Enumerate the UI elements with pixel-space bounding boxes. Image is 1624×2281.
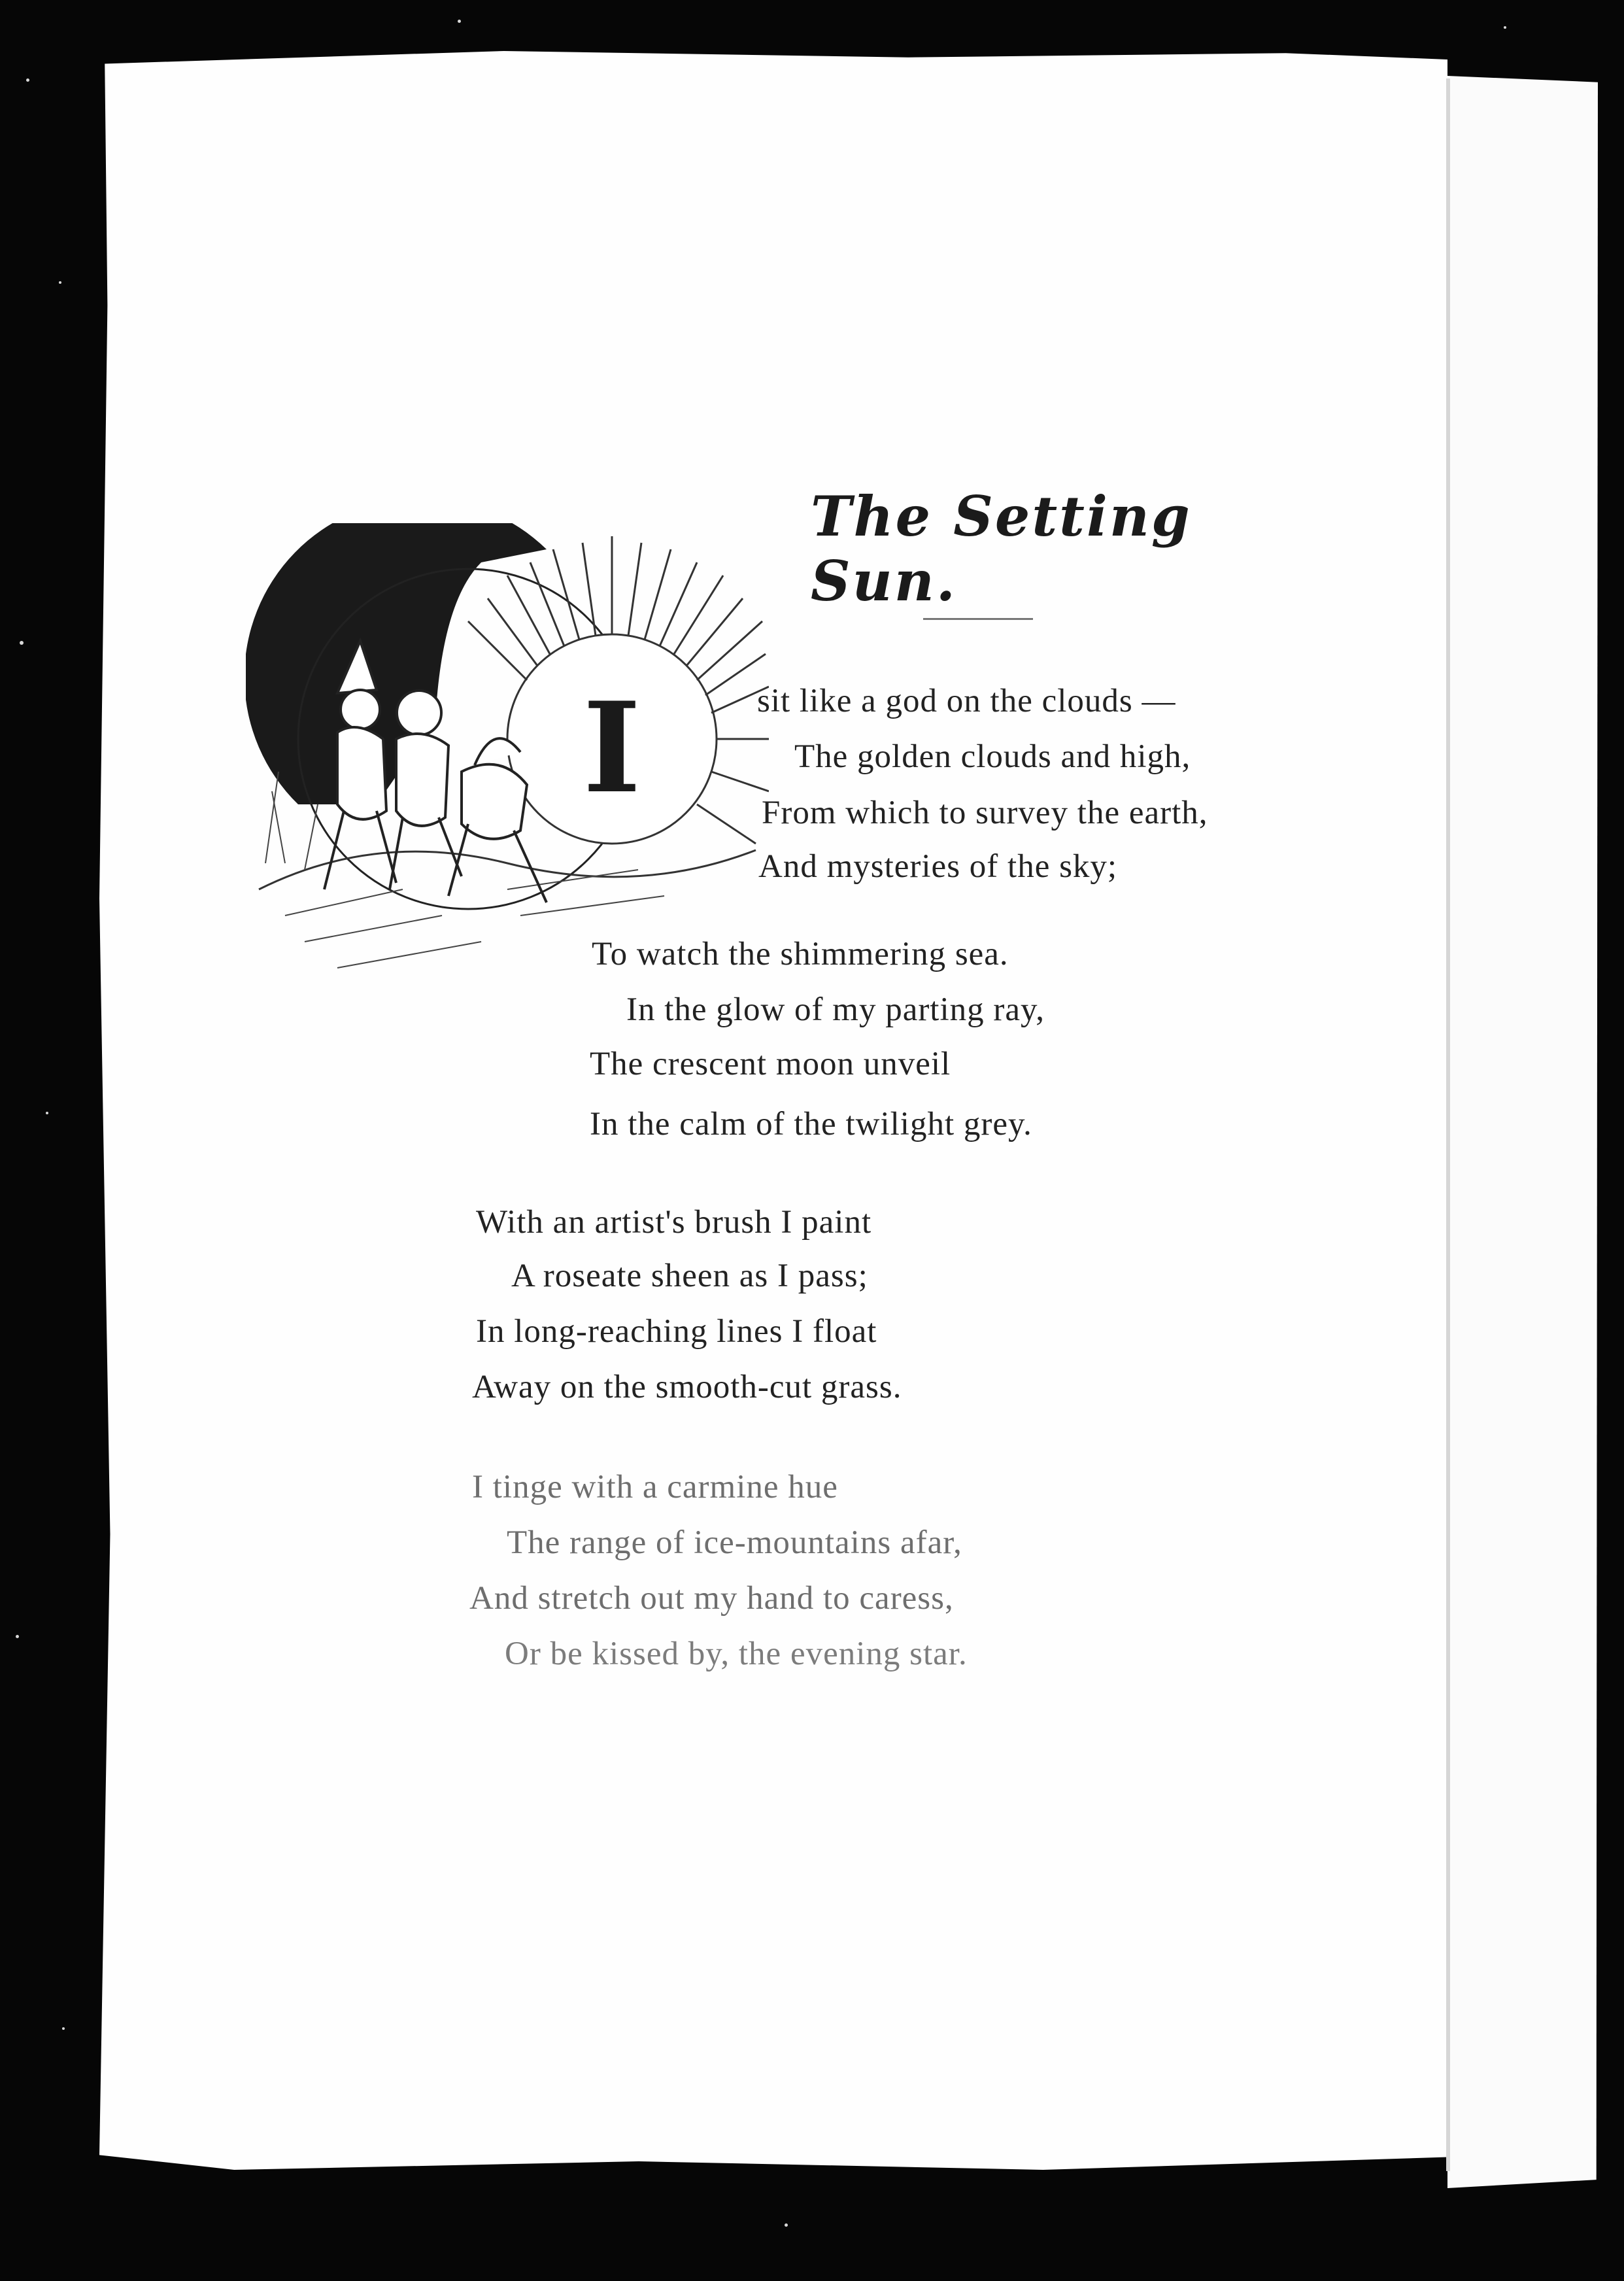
background-speck [62, 2027, 65, 2030]
poem-line: sit like a god on the clouds — [757, 683, 1176, 719]
facing-page [1447, 76, 1598, 2188]
poem-line: And stretch out my hand to caress, [469, 1580, 954, 1617]
poem-line: With an artist's brush I paint [476, 1204, 872, 1241]
poem-line: To watch the shimmering sea. [592, 936, 1009, 972]
poem-line: From which to survey the earth, [762, 795, 1208, 831]
poem-line: Or be kissed by, the evening star. [505, 1636, 968, 1672]
background-speck [59, 281, 61, 284]
background-speck [20, 641, 24, 645]
poem-line: And mysteries of the sky; [758, 848, 1118, 885]
poem-line: The crescent moon unveil [590, 1046, 951, 1082]
poem-line: In the calm of the twilight grey. [590, 1106, 1032, 1142]
background-speck [46, 1112, 48, 1114]
poem-line: A roseate sheen as I pass; [511, 1258, 868, 1294]
poem-line: In the glow of my parting ray, [626, 991, 1045, 1028]
drop-cap-letter: I [583, 675, 641, 821]
page-gutter [1446, 78, 1450, 2171]
background-speck [785, 2223, 788, 2227]
poem-line: Away on the smooth-cut grass. [472, 1369, 902, 1405]
background-speck [26, 78, 29, 82]
poem-line: The range of ice-mountains afar, [507, 1524, 962, 1561]
poem-line: The golden clouds and high, [794, 738, 1191, 775]
sun-with-elves-vignette [246, 523, 769, 994]
background-speck [16, 1635, 19, 1638]
poem-line: I tinge with a carmine hue [472, 1469, 838, 1505]
poem-title: The Setting Sun. [811, 484, 1192, 613]
background-speck [458, 20, 461, 23]
title-divider [923, 618, 1033, 620]
poem-line: In long-reaching lines I float [476, 1313, 877, 1350]
background-speck [1504, 26, 1506, 29]
